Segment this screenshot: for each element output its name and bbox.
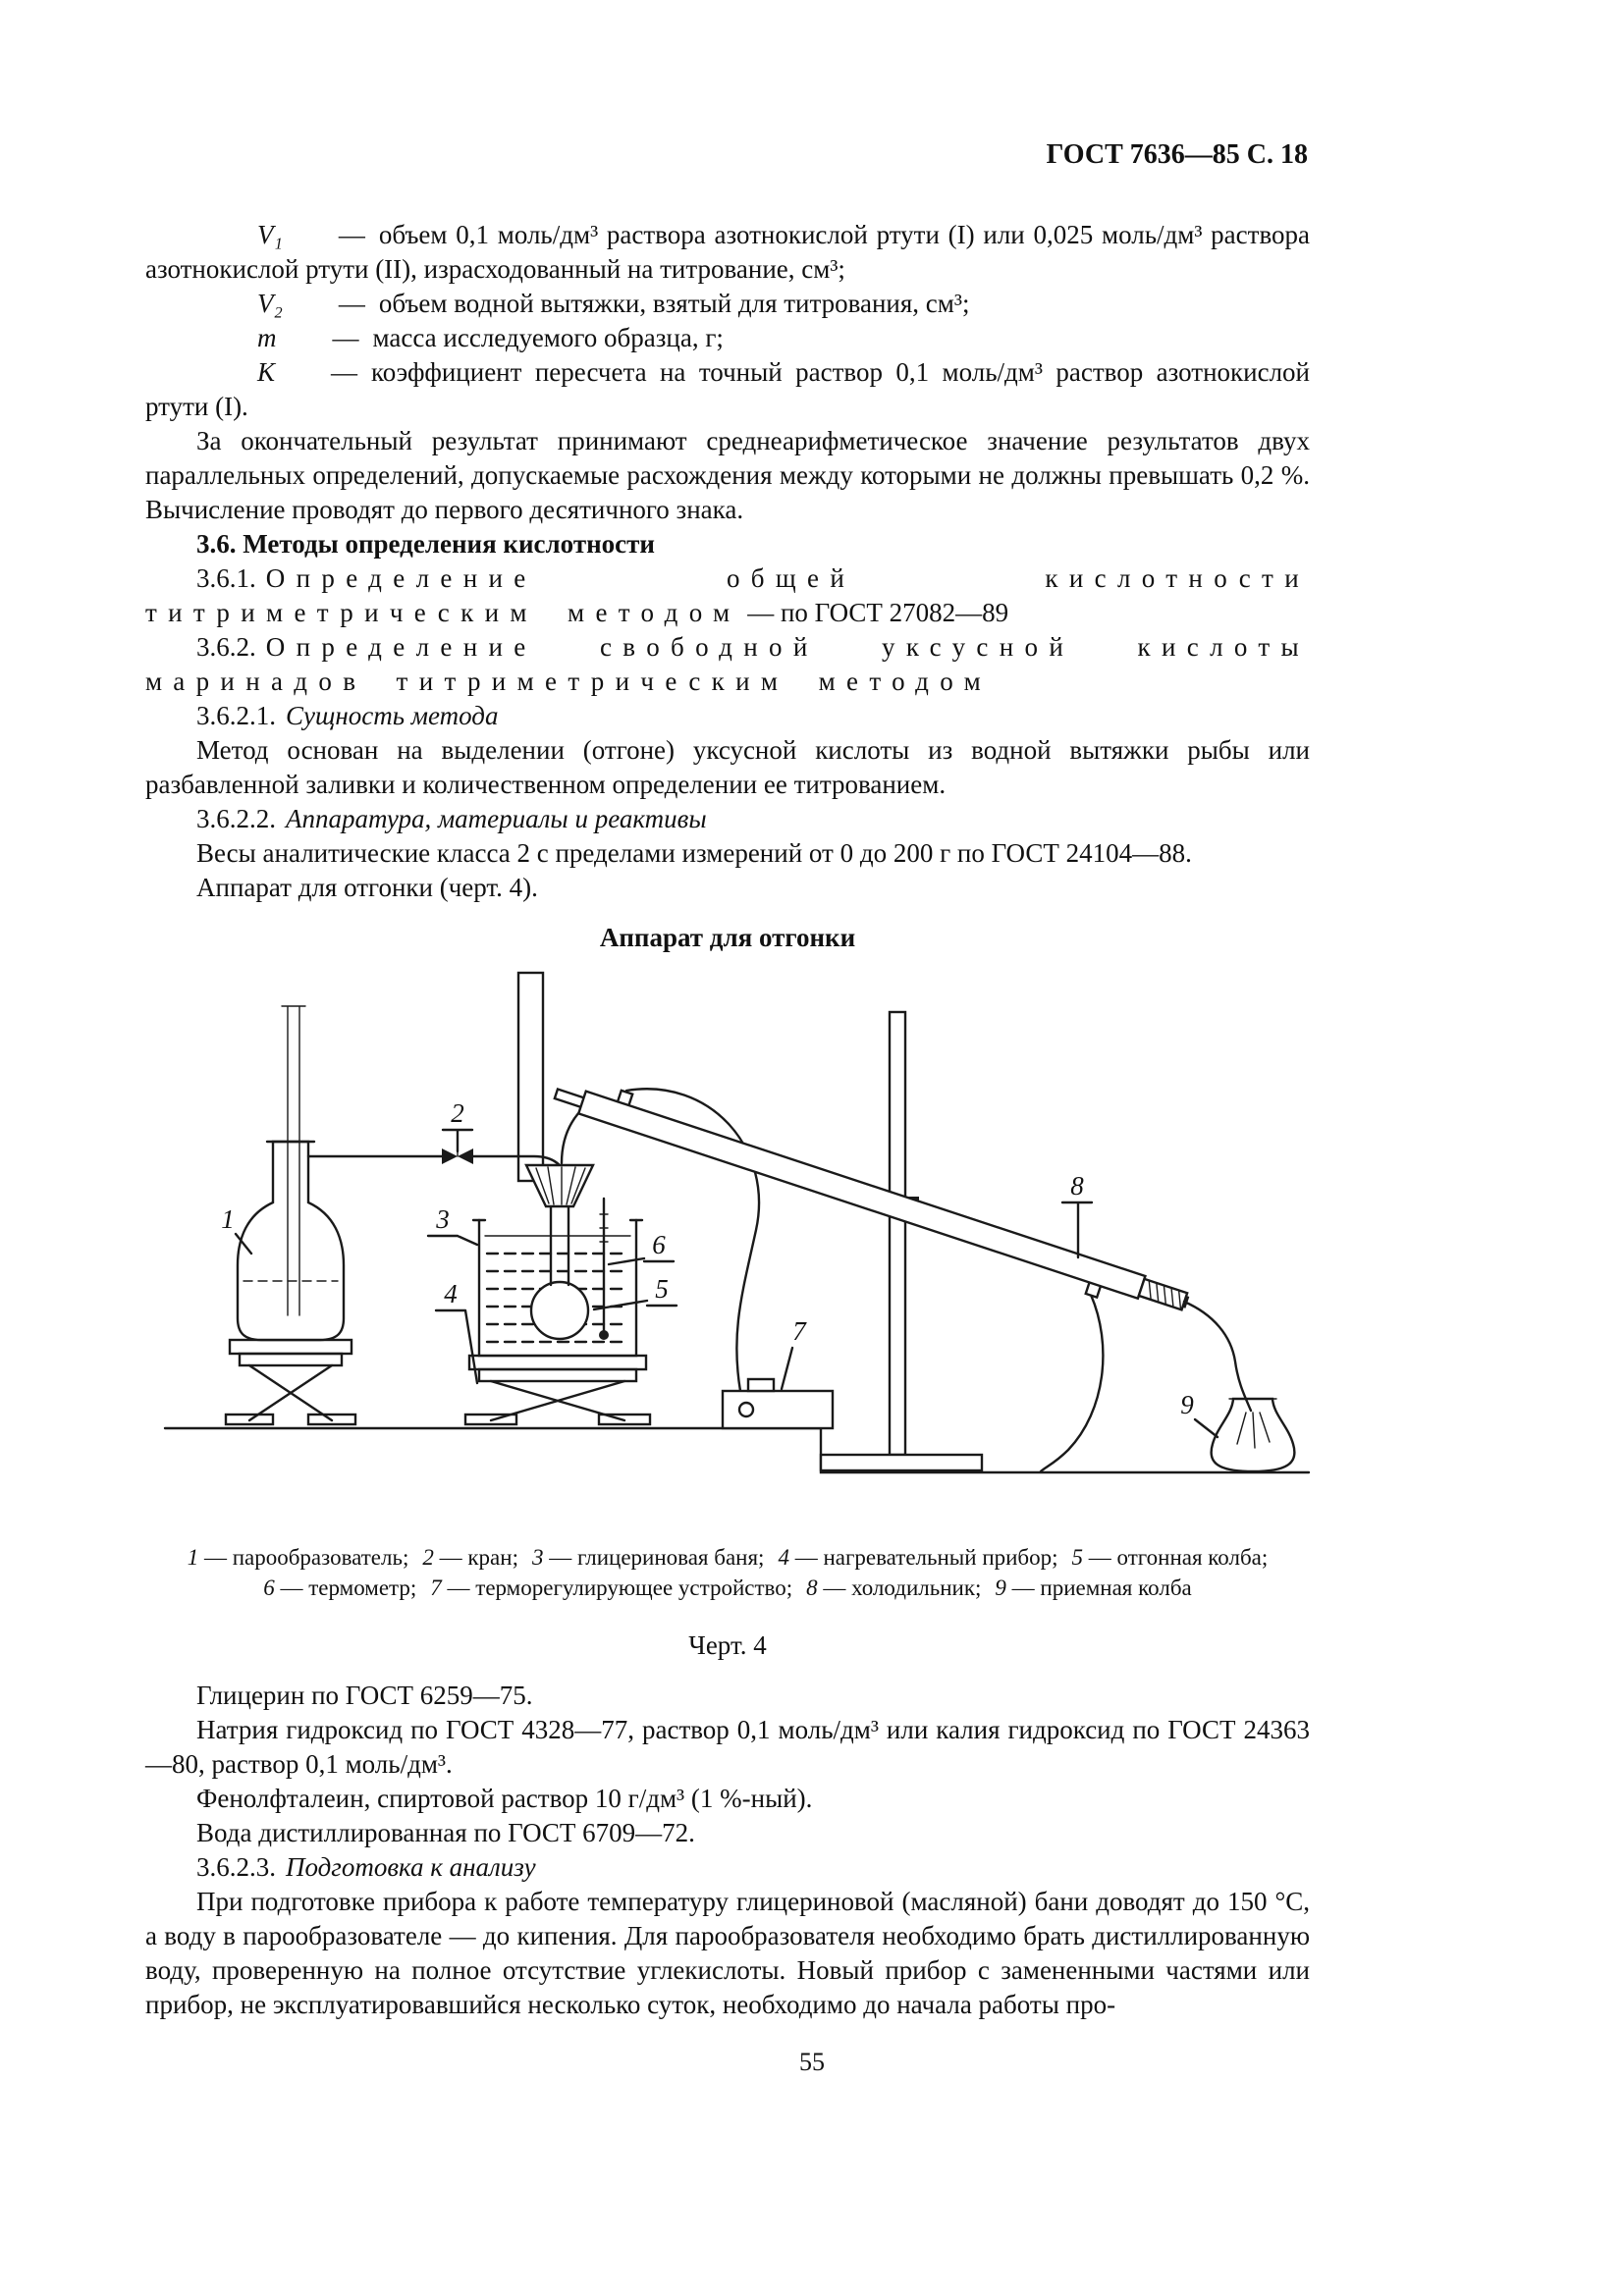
heater-stand-left [226,1340,355,1424]
paragraph-3-6-2-2 [145,802,1310,836]
legend-num: 4 [778,1545,789,1570]
legend-item [1072,1545,1269,1570]
section-number: 3.6.2. [196,632,256,662]
definition-v2 [145,287,1310,321]
legend-num: 6 [263,1575,275,1600]
legend-text: — парообразователь; [203,1545,409,1570]
part-label-2: 2 [451,1098,464,1128]
legend-text: — кран; [439,1545,518,1570]
legend-num: 8 [806,1575,818,1600]
part-label-4: 4 [444,1279,458,1308]
definition-k [145,355,1310,424]
legend-item [188,1545,409,1570]
paragraph-method: Метод основан на выделении (отгоне) уксусной кислоты из водной вытяжки рыбы или разбавленной заливки и количественном определении ее титрованием. [145,735,1310,799]
definition-symbol: K [257,357,276,387]
page-content [145,218,1310,2022]
paragraph-3-6-1 [145,561,1310,630]
legend-num: 3 [531,1545,544,1570]
paragraph-glycerin: Глицерин по ГОСТ 6259—75. [196,1681,533,1710]
part-label-7: 7 [792,1316,806,1346]
definition-dash: — [338,289,365,318]
legend-text: — приемная колба [1011,1575,1192,1600]
legend-item [430,1575,792,1600]
heater-stand-bath [465,1356,650,1424]
legend-item [532,1545,764,1570]
definition-symbol: V₁ [257,220,283,249]
section-number: 3.6.1. [196,563,256,593]
paragraph-3-6-2-3 [145,1850,1310,1885]
legend-text: — холодильник; [823,1575,982,1600]
legend-text: — терморегулирующее устройство; [447,1575,793,1600]
legend-num: 2 [422,1545,434,1570]
paragraph-result: За окончательный результат принимают среднеарифметическое значение результатов двух параллельных определений, допускаемые расхождения между которыми не должны превышать 0,2 %. Вычисление проводят до первого десятичного знака. [145,426,1310,524]
section-spaced-title: Определение общей кислотности титриметрическим методом [145,563,1310,627]
definition-symbol: m [257,323,277,352]
figure-legend [145,1542,1310,1603]
support-stand-right [821,1012,982,1470]
receiving-flask [1212,1399,1295,1471]
legend-line-1 [181,1545,1275,1570]
legend-line-2 [256,1575,1198,1600]
definition-dash: — [331,357,358,387]
legend-num: 1 [187,1545,199,1570]
section-reference: — по ГОСТ 27082—89 [747,598,1009,627]
section-number: 3.6.2.1. [196,701,276,730]
section-number: 3.6.2.3. [196,1852,276,1882]
definition-v1 [145,218,1310,287]
part-label-6: 6 [652,1230,666,1259]
definition-text: объем 0,1 моль/дм³ раствора азотнокислой ртути (I) или 0,025 моль/дм³ раствора азотнокислой ртути (II), израсходованный на титрование, см³; [145,220,1310,284]
paragraph-apparatus: Аппарат для отгонки (черт. 4). [196,873,538,902]
paragraph-scales: Весы аналитические класса 2 с пределами измерений от 0 до 200 г по ГОСТ 24104—88. [196,838,1192,868]
part-label-9: 9 [1180,1390,1194,1419]
legend-num: 7 [430,1575,442,1600]
condenser [549,1071,1194,1324]
page-number: 55 [799,2048,825,2076]
bench-line [165,1428,1309,1472]
condenser-spout [1184,1302,1251,1411]
legend-item [995,1575,1191,1600]
legend-text: — нагревательный прибор; [794,1545,1058,1570]
legend-item [263,1575,416,1600]
definition-text: масса исследуемого образца, г; [372,323,724,352]
support-rod-left [518,973,543,1181]
figure-title: Аппарат для отгонки [599,923,856,952]
paragraph-hydroxide: Натрия гидроксид по ГОСТ 4328—77, раствор 0,1 моль/дм³ или калия гидроксид по ГОСТ 24363—80, раствор 0,1 моль/дм³. [145,1715,1310,1779]
section-title-italic: Аппаратура, материалы и реактивы [286,804,707,833]
definition-dash: — [332,323,359,352]
legend-num: 5 [1071,1545,1084,1570]
paragraph-water: Вода дистиллированная по ГОСТ 6709—72. [196,1818,695,1847]
definition-symbol: V₂ [257,289,283,318]
section-spaced-title: Определение свободной уксусной кислоты маринадов титриметрическим методом [145,632,1310,696]
legend-item [422,1545,518,1570]
steam-generator-flask [238,1006,344,1340]
paragraph-3-6-2 [145,630,1310,699]
definition-dash: — [338,220,365,249]
definition-m [145,321,1310,355]
legend-text: — термометр; [280,1575,417,1600]
paragraph-phenolphthalein: Фенолфталеин, спиртовой раствор 10 г/дм³ (1 %-ный). [196,1784,813,1813]
definition-text: коэффициент пересчета на точный раствор 0,1 моль/дм³ раствор азотнокислой ртути (I). [145,357,1310,421]
figure-number: Черт. 4 [688,1630,767,1660]
part-label-3: 3 [436,1204,450,1234]
cooling-hose-outlet [1041,1295,1103,1471]
section-title-italic: Сущность метода [286,701,499,730]
heading-3-6: 3.6. Методы определения кислотности [196,529,655,559]
section-title-italic: Подготовка к анализу [286,1852,536,1882]
condenser-joint [1139,1279,1187,1310]
legend-item [778,1545,1057,1570]
legend-text: — глицериновая баня; [549,1545,765,1570]
sprayer-head [526,1165,593,1206]
legend-text: — отгонная колба; [1088,1545,1269,1570]
apparatus-figure [145,967,1324,1526]
section-number: 3.6.2.2. [196,804,276,833]
part-label-5: 5 [655,1274,669,1304]
paragraph-3-6-2-1 [145,699,1310,733]
part-label-8: 8 [1070,1171,1084,1201]
paragraph-preparation: При подготовке прибора к работе температуру глицериновой (масляной) бани доводят до 150 °С, а воду в парообразователе — до кипения. Для парообразователя необходимо брать дистиллированную воду, проверенную на полное отсутствие углекислоты. Новый прибор с замененными частями или прибор, не эксплуатировавшийся несколько суток, необходимо до начала работы про- [145,1887,1310,2019]
page-header-gost: ГОСТ 7636—85 С. 18 [1046,139,1308,170]
definition-text: объем водной вытяжки, взятый для титрования, см³; [378,289,970,318]
part-label-1: 1 [221,1204,235,1234]
legend-num: 9 [995,1575,1006,1600]
legend-item [806,1575,981,1600]
